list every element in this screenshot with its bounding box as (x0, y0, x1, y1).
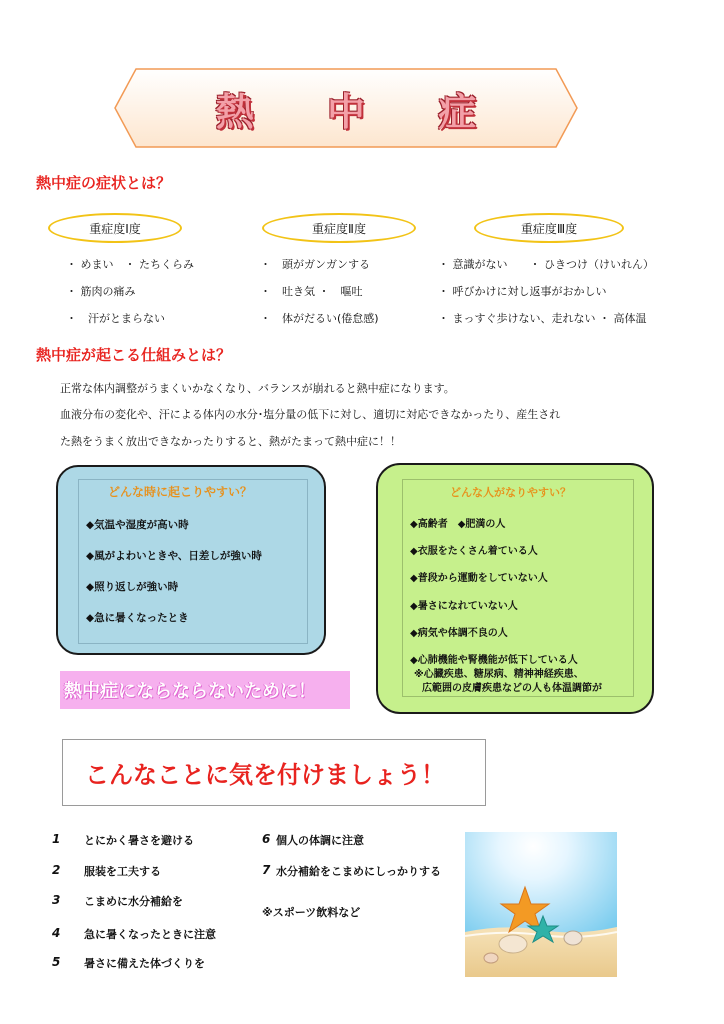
when-box (56, 465, 326, 655)
who-box (376, 463, 654, 714)
who-box-item: ◆心肺機能や腎機能が低下している人 (410, 655, 578, 666)
who-box-item: ◆衣服をたくさん着ている人 (410, 546, 538, 557)
tip-number: 1 (52, 832, 61, 846)
symptom-item: ・ 意識がない ・ ひきつけ（けいれん） (438, 258, 654, 271)
who-box-item: ◆普段から運動をしていない人 (410, 573, 548, 584)
level-pill-2: 重症度Ⅱ度 (262, 213, 416, 243)
level-pill-3: 重症度Ⅲ度 (474, 213, 624, 243)
mechanism-line: た熱をうまく放出できなかったりすると、熱がたまって熱中症に！！ (60, 435, 401, 448)
caution-title: こんなことに気を付けましょう！ (85, 761, 445, 789)
symptom-item: ・ まっすぐ歩けない、走れない ・ 高体温 (438, 312, 647, 325)
who-box-item: ◆暑さになれていない人 (410, 601, 518, 612)
caution-box (62, 739, 486, 806)
symptoms-heading: 熱中症の症状とは？ (36, 174, 172, 192)
mechanism-line: 正常な体内調整がうまくいかなくなり、バランスが崩れると熱中症になります。 (60, 382, 455, 395)
who-box-note: 広範囲の皮膚疾患などの人も体温調節が (422, 683, 602, 694)
symptom-item: ・ 頭がガンガンする (260, 258, 370, 271)
who-box-note: ※心臓疾患、糖尿病、精神神経疾患、 (414, 669, 584, 680)
when-box-item: ◆急に暑くなったとき (86, 612, 189, 624)
mechanism-heading: 熱中症が起こる仕組みとは？ (36, 346, 232, 364)
tip-number: 6 (262, 832, 271, 846)
tip-text: 水分補給をこまめにしっかりする (276, 865, 441, 878)
tip-number: 4 (52, 926, 61, 940)
symptom-item: ・ 吐き気 ・ 嘔吐 (260, 285, 363, 298)
tip-text: 暑さに備えた体づくりを (84, 957, 205, 970)
tip-text: 急に暑くなったときに注意 (84, 928, 216, 941)
symptom-item: ・ 呼びかけに対し返事がおかしい (438, 285, 607, 298)
who-box-item: ◆高齢者 ◆肥満の人 (410, 519, 506, 530)
level-pill-1: 重症度Ⅰ度 (48, 213, 182, 243)
prevent-banner-text: 熱中症にならならないために！ (64, 681, 316, 702)
when-box-title: どんな時に起こりやすい？ (108, 485, 253, 499)
tip-text: こまめに水分補給を (84, 895, 183, 908)
starfish-beach-image (465, 832, 617, 977)
when-box-item: ◆気温や湿度が高い時 (86, 519, 189, 531)
tip-text: 個人の体調に注意 (276, 834, 364, 847)
symptom-item: ・ 汗がとまらない (66, 312, 165, 325)
tip-text: とにかく暑さを避ける (84, 834, 194, 847)
tip-number: 7 (262, 863, 271, 877)
who-box-title: どんな人がなりやすい？ (450, 486, 571, 499)
prevent-banner (60, 671, 350, 709)
symptom-item: ・ 体がだるい(倦怠感) (260, 312, 379, 325)
tip-text: 服装を工夫する (84, 865, 161, 878)
tip-number: 3 (52, 893, 61, 907)
when-box-item: ◆照り返しが強い時 (86, 581, 179, 593)
tip-number: 2 (52, 863, 61, 877)
mechanism-line: 血液分布の変化や、汗による体内の水分･塩分量の低下に対し、適切に対応できなかったり、産生され (60, 408, 561, 421)
symptom-item: ・ 筋肉の痛み (66, 285, 136, 298)
page-title: 熱 中 症 (215, 89, 507, 134)
symptom-item: ・ めまい ・ たちくらみ (66, 258, 194, 271)
tip-note: ※スポーツ飲料など (262, 906, 361, 919)
who-box-item: ◆病気や体調不良の人 (410, 628, 508, 639)
title-banner (114, 68, 578, 148)
tip-number: 5 (52, 955, 61, 969)
beach-illustration (465, 832, 617, 977)
when-box-item: ◆風がよわいときや、日差しが強い時 (86, 550, 262, 562)
